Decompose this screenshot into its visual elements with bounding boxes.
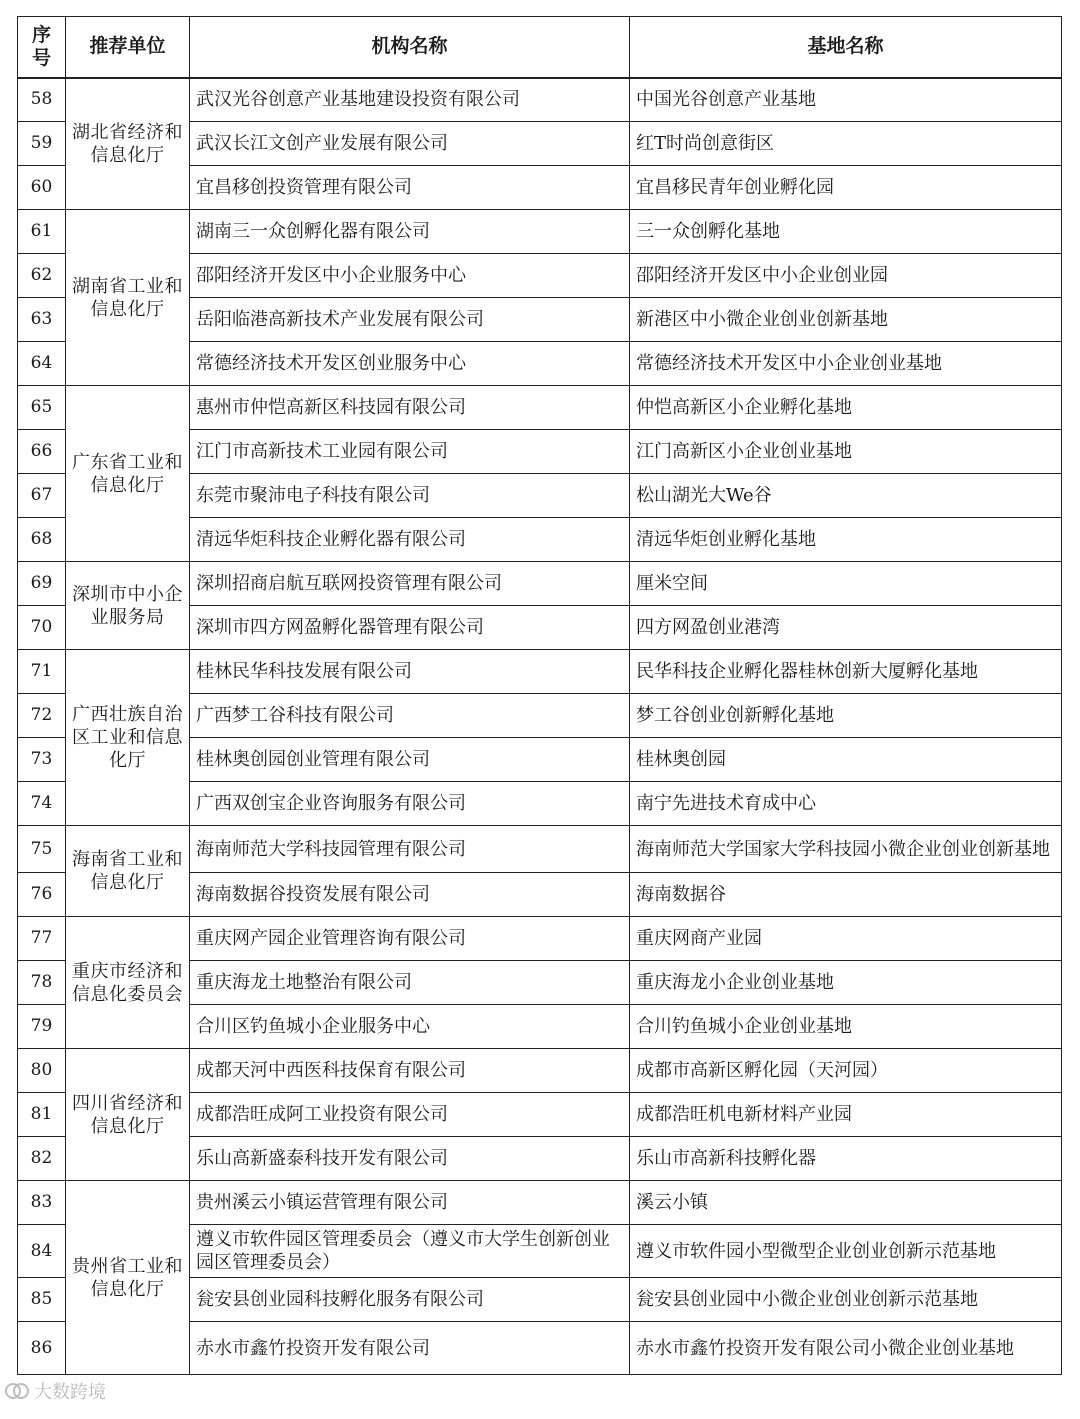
row-recommending-unit: 广东省工业和信息化厅 xyxy=(66,386,190,562)
row-seq: 70 xyxy=(18,606,66,650)
row-seq: 73 xyxy=(18,738,66,782)
table-row xyxy=(18,1181,1062,1225)
row-org-name: 桂林奥创园创业管理有限公司 xyxy=(190,738,630,782)
row-base-name: 重庆网商产业园 xyxy=(630,917,1062,961)
header-seq: 序号 xyxy=(18,17,66,78)
row-base-name: 赤水市鑫竹投资开发有限公司小微企业创业基地 xyxy=(630,1322,1062,1375)
row-base-name: 红T时尚创意街区 xyxy=(630,122,1062,166)
row-org-name: 重庆海龙土地整治有限公司 xyxy=(190,961,630,1005)
row-base-name: 溪云小镇 xyxy=(630,1181,1062,1225)
incubation-base-table xyxy=(17,16,1062,1375)
row-seq: 75 xyxy=(18,826,66,873)
row-org-name: 武汉长江文创产业发展有限公司 xyxy=(190,122,630,166)
row-org-name: 成都浩旺成阿工业投资有限公司 xyxy=(190,1093,630,1137)
row-base-name: 清远华炬创业孵化基地 xyxy=(630,518,1062,562)
watermark-text: 大数跨境 xyxy=(34,1382,106,1403)
row-base-name: 南宁先进技术育成中心 xyxy=(630,782,1062,826)
row-seq: 69 xyxy=(18,562,66,606)
row-org-name: 邵阳经济开发区中小企业服务中心 xyxy=(190,254,630,298)
header-unit: 推荐单位 xyxy=(66,17,190,78)
row-seq: 68 xyxy=(18,518,66,562)
row-org-name: 宜昌移创投资管理有限公司 xyxy=(190,166,630,210)
row-org-name: 清远华炬科技企业孵化器有限公司 xyxy=(190,518,630,562)
row-base-name: 厘米空间 xyxy=(630,562,1062,606)
row-org-name: 遵义市软件园区管理委员会（遵义市大学生创新创业园区管理委员会） xyxy=(190,1225,630,1278)
header-base: 基地名称 xyxy=(630,17,1062,78)
row-base-name: 四方网盈创业港湾 xyxy=(630,606,1062,650)
row-org-name: 成都天河中西医科技保育有限公司 xyxy=(190,1049,630,1093)
row-org-name: 重庆网产园企业管理咨询有限公司 xyxy=(190,917,630,961)
row-org-name: 海南师范大学科技园管理有限公司 xyxy=(190,826,630,873)
row-org-name: 海南数据谷投资发展有限公司 xyxy=(190,873,630,917)
row-org-name: 深圳市四方网盈孵化器管理有限公司 xyxy=(190,606,630,650)
row-base-name: 成都市高新区孵化园（天河园） xyxy=(630,1049,1062,1093)
row-seq: 60 xyxy=(18,166,66,210)
table-row xyxy=(18,1049,1062,1093)
row-seq: 65 xyxy=(18,386,66,430)
row-base-name: 三一众创孵化基地 xyxy=(630,210,1062,254)
row-seq: 72 xyxy=(18,694,66,738)
row-seq: 74 xyxy=(18,782,66,826)
row-base-name: 重庆海龙小企业创业基地 xyxy=(630,961,1062,1005)
row-base-name: 中国光谷创意产业基地 xyxy=(630,78,1062,122)
row-base-name: 海南数据谷 xyxy=(630,873,1062,917)
table-body xyxy=(18,78,1062,1375)
row-seq: 77 xyxy=(18,917,66,961)
table-row xyxy=(18,386,1062,430)
row-org-name: 桂林民华科技发展有限公司 xyxy=(190,650,630,694)
row-base-name: 合川钓鱼城小企业创业基地 xyxy=(630,1005,1062,1049)
row-seq: 79 xyxy=(18,1005,66,1049)
table-row xyxy=(18,826,1062,873)
row-seq: 81 xyxy=(18,1093,66,1137)
header-org: 机构名称 xyxy=(190,17,630,78)
row-base-name: 新港区中小微企业创业创新基地 xyxy=(630,298,1062,342)
row-base-name: 瓮安县创业园中小微企业创业创新示范基地 xyxy=(630,1278,1062,1322)
row-seq: 59 xyxy=(18,122,66,166)
row-recommending-unit: 广西壮族自治区工业和信息化厅 xyxy=(66,650,190,826)
row-base-name: 仲恺高新区小企业孵化基地 xyxy=(630,386,1062,430)
table-row xyxy=(18,650,1062,694)
row-org-name: 乐山高新盛泰科技开发有限公司 xyxy=(190,1137,630,1181)
row-seq: 66 xyxy=(18,430,66,474)
row-seq: 61 xyxy=(18,210,66,254)
row-seq: 82 xyxy=(18,1137,66,1181)
row-base-name: 桂林奥创园 xyxy=(630,738,1062,782)
table-row xyxy=(18,210,1062,254)
row-org-name: 贵州溪云小镇运营管理有限公司 xyxy=(190,1181,630,1225)
row-recommending-unit: 重庆市经济和信息化委员会 xyxy=(66,917,190,1049)
row-seq: 86 xyxy=(18,1322,66,1375)
row-seq: 83 xyxy=(18,1181,66,1225)
row-seq: 71 xyxy=(18,650,66,694)
row-base-name: 邵阳经济开发区中小企业创业园 xyxy=(630,254,1062,298)
row-org-name: 深圳招商启航互联网投资管理有限公司 xyxy=(190,562,630,606)
row-recommending-unit: 湖南省工业和信息化厅 xyxy=(66,210,190,386)
watermark-logo-icon xyxy=(4,1381,30,1401)
watermark xyxy=(4,1378,106,1404)
row-base-name: 乐山市高新科技孵化器 xyxy=(630,1137,1062,1181)
row-base-name: 遵义市软件园小型微型企业创业创新示范基地 xyxy=(630,1225,1062,1278)
row-org-name: 赤水市鑫竹投资开发有限公司 xyxy=(190,1322,630,1375)
table-row xyxy=(18,78,1062,122)
row-seq: 85 xyxy=(18,1278,66,1322)
row-base-name: 松山湖光大We谷 xyxy=(630,474,1062,518)
row-org-name: 合川区钓鱼城小企业服务中心 xyxy=(190,1005,630,1049)
row-base-name: 成都浩旺机电新材料产业园 xyxy=(630,1093,1062,1137)
row-seq: 78 xyxy=(18,961,66,1005)
row-seq: 63 xyxy=(18,298,66,342)
table-header-row xyxy=(18,17,1062,78)
row-org-name: 广西双创宝企业咨询服务有限公司 xyxy=(190,782,630,826)
row-recommending-unit: 四川省经济和信息化厅 xyxy=(66,1049,190,1181)
row-org-name: 岳阳临港高新技术产业发展有限公司 xyxy=(190,298,630,342)
row-org-name: 惠州市仲恺高新区科技园有限公司 xyxy=(190,386,630,430)
row-seq: 67 xyxy=(18,474,66,518)
row-recommending-unit: 深圳市中小企业服务局 xyxy=(66,562,190,650)
row-seq: 84 xyxy=(18,1225,66,1278)
row-base-name: 常德经济技术开发区中小企业创业基地 xyxy=(630,342,1062,386)
row-base-name: 宜昌移民青年创业孵化园 xyxy=(630,166,1062,210)
table-row xyxy=(18,917,1062,961)
table-row xyxy=(18,562,1062,606)
row-seq: 58 xyxy=(18,78,66,122)
row-org-name: 常德经济技术开发区创业服务中心 xyxy=(190,342,630,386)
row-seq: 80 xyxy=(18,1049,66,1093)
row-recommending-unit: 贵州省工业和信息化厅 xyxy=(66,1181,190,1375)
row-recommending-unit: 海南省工业和信息化厅 xyxy=(66,826,190,917)
row-seq: 62 xyxy=(18,254,66,298)
row-org-name: 广西梦工谷科技有限公司 xyxy=(190,694,630,738)
row-base-name: 梦工谷创业创新孵化基地 xyxy=(630,694,1062,738)
row-org-name: 武汉光谷创意产业基地建设投资有限公司 xyxy=(190,78,630,122)
row-base-name: 江门高新区小企业创业基地 xyxy=(630,430,1062,474)
row-base-name: 海南师范大学国家大学科技园小微企业创业创新基地 xyxy=(630,826,1062,873)
row-org-name: 湖南三一众创孵化器有限公司 xyxy=(190,210,630,254)
row-org-name: 东莞市聚沛电子科技有限公司 xyxy=(190,474,630,518)
row-seq: 76 xyxy=(18,873,66,917)
row-org-name: 江门市高新技术工业园有限公司 xyxy=(190,430,630,474)
row-org-name: 瓮安县创业园科技孵化服务有限公司 xyxy=(190,1278,630,1322)
row-recommending-unit: 湖北省经济和信息化厅 xyxy=(66,78,190,210)
row-base-name: 民华科技企业孵化器桂林创新大厦孵化基地 xyxy=(630,650,1062,694)
row-seq: 64 xyxy=(18,342,66,386)
